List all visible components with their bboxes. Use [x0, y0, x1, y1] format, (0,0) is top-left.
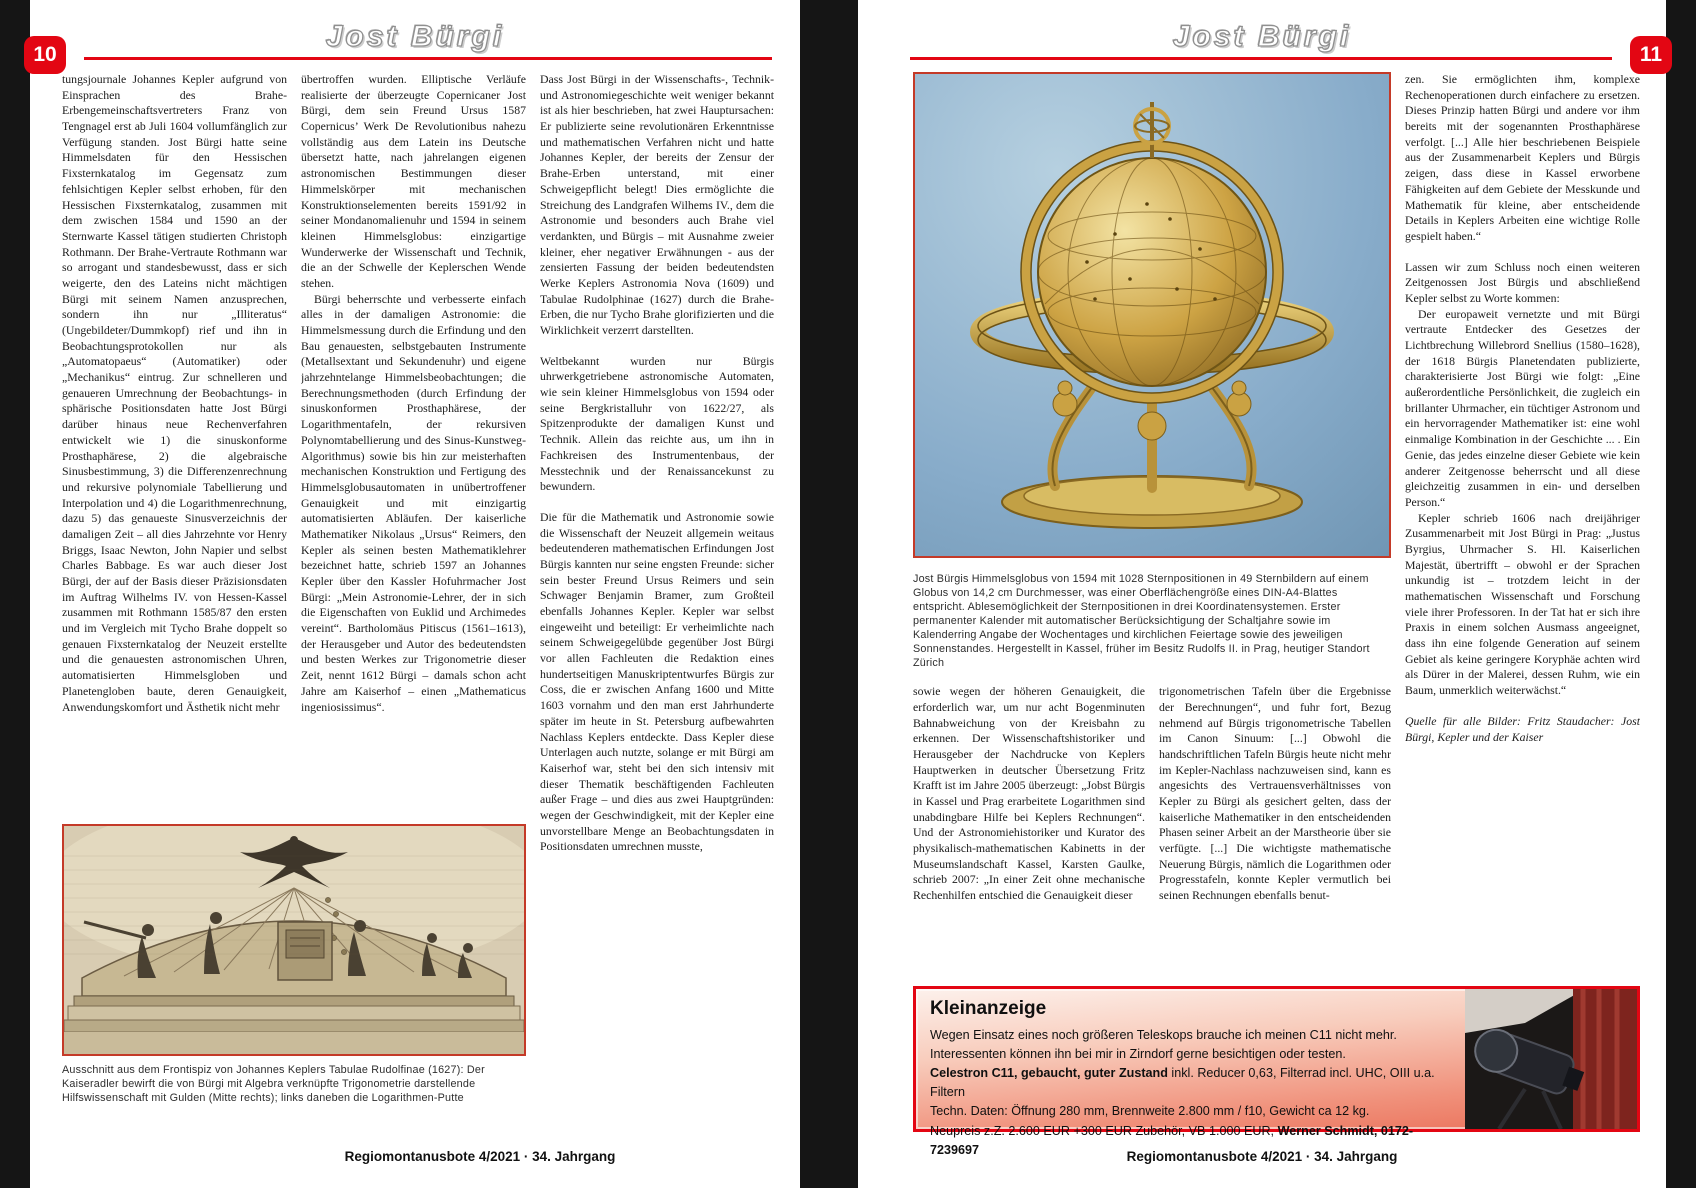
footer-text: Regiomontanusbote 4/2021 · 34. Jahrgang: [1126, 1149, 1398, 1164]
paragraph: Die für die Mathematik und Astronomie sowie die Wissenschaft der Neuzeit allgemein weitaus bedeutenderen mathematischen Erfindungen Jost Bürgis kannten nur seine engsten Freunde: sicher sein bester Freund Ursus Reimers und sein Schwager Benjamin Bramer, zum Großteil ebenfalls Johannes Kepler. Kepler war selbst eingeweiht und beteiligt: Er verheimlichte nach seinem Schweigegelübde gegenüber Jost Bürgi vor allen Fachleuten die Redaktion eines hundertseitigen Manuskriptentwurfes Bürgis zur Coss, die er zwischen Anfang 1600 und Mitte 1603 vornahm und den man erst Jahrhunderte später im heute in St. Petersburg aufbewahrten Nachlass Keplers entdeckte. Dass Kepler diese Unterlagen auch nutzte, solange er mit Bürgi am Kaiserhof war, steht bei den sich intensiv mit dieser Thematik beschäftigenden Fachleuten außer Frage – und dies aus zwei Hauptgründen: wegen der Geschwindigkeit, mit der Kepler eine unvorstellbare Menge an Beobachtungsdaten in Positionsdaten umrechnen musste,: [540, 509, 774, 854]
celestial-globe-art: [915, 74, 1389, 556]
image-caption: Ausschnitt aus dem Frontispiz von Johannes Keplers Tabulae Rudolfinae (1627): Der Kaiseradler bewirft die von Bürgi mit Algebra verknüpfte Trigonometrie darstellende Hilfswissenschaft mit Gulden (Mitte rechts); links daneben die Logarithmen-Putte: [62, 1064, 485, 1105]
paragraph: tungsjournale Johannes Kepler aufgrund von Einsprachen des Brahe-Erbengemeinschaftsvertreters Franz von Tengnagel erst ab Juli 1604 vollumfänglich zur Verfügung standen. Jost Bürgi hatte seine Himmelsdaten für den Hessischen Fixsternkatalog im Gegensatz zum fehlsichtigen Kepler selbst erhoben, für den Hessischen Fixsternkatalog, zusammen mit dem zwischen 1584 und 1590 an der Sternwarte Kassel tätigen studierten Christoph Rothmann. Der Brahe-Vertraute Rothmann war so arrogant und standesbewusst, dass er sich weigerte, den des Lateins nicht mächtigen Bürgi mit seinem Namen anzusprechen, sondern ihn nur „Illiteratus“ (Ungebildeter/Dummkopf) rief und ihn in Beobachtungsprotokollen nur als „Automatopaeus“ (Automatiker) oder „Mechanikus“ eintrug. Zur schnelleren und genaueren Umrechnung der Beobachtungs- in sphärische Positionsdaten hatte Jost Bürgi darüber hinaus neue Rechenverfahren entwickelt wie 1) die sinuskonforme Prosthaphärese, 2) die algebraische Sinusbestimmung, 3) die Differenzenrechnung und rekursive polynomiale Tabellierung und Interpolation und 4) die Logarithmenrechnung, dazu 5) das genaueste Sinusverzeichnis der damaligen Zeit – all dies Jahrzehnte vor Henry Briggs, Isaac Newton, John Napier und selbst Charles Babbage. Es war auch dieser Jost Bürgi, der auf der Basis dieser Präzisionsdaten im Auftrag Wilhelms IV. von Hessen-Kassel zusammen mit Rothmann 1585/87 den ersten und im Vergleich mit Tycho Brahe doppelt so genauen Fixsternkatalog der Neuzeit erstellte und die genauesten astronomischen Uhren, automatisierten Himmelsgloben und Planetengloben baute, deren Genauigkeit, Anwendungskomfort und Ästhetik nicht mehr: [62, 72, 287, 714]
ad-intro: Wegen Einsatz eines noch größeren Teleskops brauche ich meinen C11 nicht mehr. Interessenten können ihn bei mir in Zirndorf gerne besichtigen oder testen.: [930, 1027, 1397, 1062]
page-gutter-center: [800, 0, 858, 1188]
page-gutter-right: [1666, 0, 1696, 1188]
page-number-badge: 11: [1630, 36, 1672, 74]
image-caption: Jost Bürgis Himmelsglobus von 1594 mit 1028 Sternpositionen in 49 Sternbildern auf einem Globus von 14,2 cm Durchmesser, was einer Oberflächengröße eines DIN-A4-Blattes entspricht. Ablesemöglichkeit der Sternpositionen in drei Koordinatensystemen. Erster permanenter Kalender mit automatischer Berücksichtigung der Schaltjahre sowie im Kalenderring Angabe der Wochentages und kirchlichen Feiertage sowie des jeweiligen Sonnenstandes. Hergestellt in Kassel, früher im Besitz Rudolfs II. in Prag, heutiger Standort Zürich: [913, 573, 1370, 670]
paragraph: Dass Jost Bürgi in der Wissenschafts-, Technik- und Astronomiegeschichte weit weniger bekannt ist als hier beschrieben, hat zwei Hauptursachen: Er publizierte seine revolutionären Erkenntnisse und mathematischen Verfahren nicht und hatte Johannes Kepler, der bereits der Zensur der Brahe-Erben unterstand, mit einer Schweigepflicht belegt! Dies ermöglichte die Streichung des Landgrafen Wilhems IV., dem die Astronomie und besonders auch Brahe viel verdankten, und Bürgis – mit Ausnahme zweier kleiner, eher negativer Erwähnungen - aus der zensierten Fassung der beiden bedeutendsten Werke Keplers Astronomia Nova (1609) und Tabulae Rudolphinae (1627) durch die Brahe-Erben, die nur Tycho Brahe glorifizierten und die Wirklichkeit verzerrt darstellten.: [540, 72, 774, 337]
right-two-column-block: [913, 72, 1391, 986]
footer-text: Regiomontanusbote 4/2021 · 34. Jahrgang: [344, 1149, 616, 1164]
header-rule: [84, 57, 772, 60]
page-number-badge: 10: [24, 36, 66, 74]
right-column-row: [913, 684, 1391, 986]
ad-product-name: Celestron C11, gebaucht, guter Zustand: [930, 1066, 1168, 1081]
left-column-row: [62, 72, 526, 816]
classified-ad-text: [930, 995, 1451, 1160]
right-page-header: [858, 0, 1666, 70]
paragraph: sowie wegen der höheren Genauigkeit, die erforderlich war, um nur acht Bogenminuten Bahnabweichung von der Kreisbahn zu erkennen. Der Wissenschaftshistoriker und Herausgeber der Nachdrucke von Keplers Hauptwerken in deutscher Übersetzung Fritz Krafft ist im Jahre 2005 überzeugt: „Jobst Bürgis in Kassel und Prag erarbeitete Logarithmen sind unabdingbare Hilfe bei Keplers Rechnungen“. Und der Astronomiehistoriker und Kurator des physikalisch-mathematischen Kabinetts in der Museumslandschaft Kassel, Karsten Gaulke, schrieb 2007: „In einer Zeit ohne mechanische Rechenhilfen entschied die Genauigkeit dieser: [913, 684, 1145, 903]
page-title: Jost Bürgi: [1172, 20, 1352, 53]
ad-product-details: inkl. Reducer 0,63, Filterrad incl. UHC, OIII u.a. Filtern: [930, 1066, 1435, 1100]
paragraph: Weltbekannt wurden nur Bürgis uhrwerkgetriebene astronomische Automaten, wie sein kleiner Himmelsglobus von 1594 oder seine Bergkristalluhr von 1622/27, als Spitzenprodukte der damaligen Kunst und Technik. Allein das reichte aus, um ihn in Fachkreisen des Instrumentenbaus, der Messtechnik und der Renaissancekunst zu bewundern.: [540, 353, 774, 494]
article-column-2: [301, 72, 526, 816]
left-page: [30, 0, 800, 1188]
article-column-1: [62, 72, 287, 816]
paragraph: Kepler schrieb 1606 nach dreijähriger Zusammenarbeit mit Jost Bürgi in Prag: „Justus Byrgius, Uhrmacher S. Hl. Kaiserlichen Majestät, übertrifft – obwohl er der Sprachen unkundig ist – trotzdem leicht in der mathematischen Wissenschaft und Forschung viele ihrer Professoren. In der Tat hat er sich ihre Praxis in einem solchen Ausmass angeeignet, dass ihn eine folgende Generation auf seinem Gebiet als keine geringere Koryphäe achten wird als Dürer in der Malerei, dessen Ruhm, wie ein Baum, unmerklich weiterwächst.“: [1405, 510, 1640, 698]
header-rule: [910, 57, 1612, 60]
article-column-2: [1159, 684, 1391, 986]
right-page-body: [913, 72, 1640, 986]
ad-price: Neupreis z.Z. 2.600 EUR +300 EUR Zubehör, VB 1.000 EUR,: [930, 1123, 1278, 1138]
left-page-header: [30, 0, 800, 70]
paragraph: Der europaweit vernetzte und mit Bürgi vertraute Entdecker des Gesetzes der Lichtbrechung Willebrord Snellius (1580–1628), der 1618 Bürgis Planetendaten publizierte, charakterisierte Jost Bürgi wie folgt: „Eine außerordentliche Persönlichkeit, die zugleich ein brillanter Uhrmacher, ein tüchtiger Astronom und ein hervorragender Mathematiker ist: eine wohl einmalige Kombination in der Geschichte ... . Ein Genie, das jedes einzelne dieser Gebiete wie kein anderer Zeitgenosse beherrscht und all diese gleichzeitig zusammen in ein- und derselben Person.“: [1405, 306, 1640, 509]
article-column-1: [913, 684, 1145, 986]
ad-contact: Werner Schmidt, 0172-7239697: [930, 1123, 1414, 1157]
left-two-column-block: [62, 72, 526, 1105]
left-page-body: [62, 72, 774, 1105]
paragraph: trigonometrischen Tafeln über die Ergebnisse der Berechnungen“, und fuhr fort, Bezug nehmend auf Bürgis trigonometrische Tabellen im Canon Sinuum: [...] Obwohl die handschriftlichen Tafeln Bürgis heute nicht mehr im Kepler-Nachlass nachzuweisen sind, kann es angesichts des Vertrauensverhältnisses von Kepler zu Bürgi als gesichert gelten, dass der kaiserliche Mathematiker in den entscheidenden Phasen seiner Arbeit an der Marstheorie über sie verfügte. [...] Die wichtigste mathematische Neuerung Bürgis, nämlich die Logarithmen oder Progresstafeln, konnte Kepler vermutlich bei seinen Rechnungen ebenfalls benut-: [1159, 684, 1391, 903]
article-column-3: [540, 72, 774, 1038]
page-title: Jost Bürgi: [325, 20, 505, 53]
paragraph: Lassen wir zum Schluss noch einen weiteren Zeitgenossen Jost Bürgis und abschließend Kepler selbst zu Worte kommen:: [1405, 259, 1640, 305]
frontispiece-engraving-image: [62, 824, 526, 1056]
telescope-photo: [1465, 989, 1637, 1129]
ad-title: Kleinanzeige: [930, 998, 1047, 1019]
frontispiece-engraving-art: [64, 826, 524, 1054]
image-source-credit: Quelle für alle Bilder: Fritz Staudacher: Jost Bürgi, Kepler und der Kaiser: [1405, 713, 1640, 744]
right-page: [858, 0, 1666, 1188]
page-gutter-left: [0, 0, 30, 1188]
paragraph: Bürgi beherrschte und verbesserte einfach alles in der damaligen Astronomie: die Himmelsmessung durch die Erfindung und den Bau genauesten, selbstgebauten Instrumente (Metallsextant und Sekundenuhr) und eigene jahrzehntelange Himmelsbeobachtungen; die Berechnungsmethoden (durch Erfindung der sinuskonformen Prosthaphärese, der Logarithmentafeln, der rekursiven Polynomtabellierung und des Sinus-Kunstweg-Algorithmus) sowie bis hin zur meisterhaften mechanischen Konstruktion und Fertigung des Himmelsglobusautomaten in unübertroffener Genauigkeit und mit einzigartig automatisierten Abläufen. Der kaiserliche Mathematiker Nikolaus „Ursus“ Reimers, den Kepler als seinen besten Mathematiklehrer bezeichnet hatte, schrieb 1597 an Johannes Kepler über den Kassler Hofuhrmacher Jost Bürgi: „Mein Astronomie-Lehrer, der in sich die Eigenschaften von Euklid und Archimedes vereint“. Bartholomäus Pitiscus (1561–1613), der Herausgeber und Autor des bedeutendsten und besten Werkes zur Trigonometrie dieser Zeit, nennt 1612 Bürgi – damals schon acht Jahre am Kaiserhof – einen „Mathematicus ingeniosissimus“.: [301, 291, 526, 714]
article-column-3: [1405, 72, 1640, 977]
celestial-globe-image: [913, 72, 1391, 558]
telescope-photo-art: [1465, 989, 1637, 1129]
paragraph: zen. Sie ermöglichten ihm, komplexe Rechenoperationen durch einfachere zu ersetzen. Dieses Prinzip hatten Bürgi und andere vor ihm bereits mit der sogenannten Prosthaphärese verfolgt. [...] Alle hier beschriebenen Beispiele aus der Zusammenarbeit Keplers und Bürgis zeigen, dass diese in Kassel erworbene Fähigkeiten auf dem Gebiete der Messkunde und Mathematik für kleine, aber entscheidende Details in Keplers Arbeiten eine wichtige Rolle gespielt haben.“: [1405, 72, 1640, 243]
ad-tech-data: Techn. Daten: Öffnung 280 mm, Brennweite 2.800 mm / f10, Gewicht ca 12 kg.: [930, 1104, 1370, 1119]
paragraph: übertroffen wurden. Elliptische Verläufe realisierte der überzeugte Copernicaner Jost Bürgi, dem sein Freund Ursus 1587 Copernicus’ Werk De Revolutionibus nahezu vollständig aus dem Latein ins Deutsche übersetzt hatte, nach jahrelangen eigenen astronomischen Bestimmungen dieser Himmelskörper mit mechanischen Konstruktionselementen bereits 1591/92 in seiner Mondanomalienuhr und 1594 in seinem kleinen Himmelsglobus: einzigartige Wunderwerke der Wissenschaft und Technik, die an der Schwelle der Keplerschen Wende stehen.: [301, 72, 526, 290]
